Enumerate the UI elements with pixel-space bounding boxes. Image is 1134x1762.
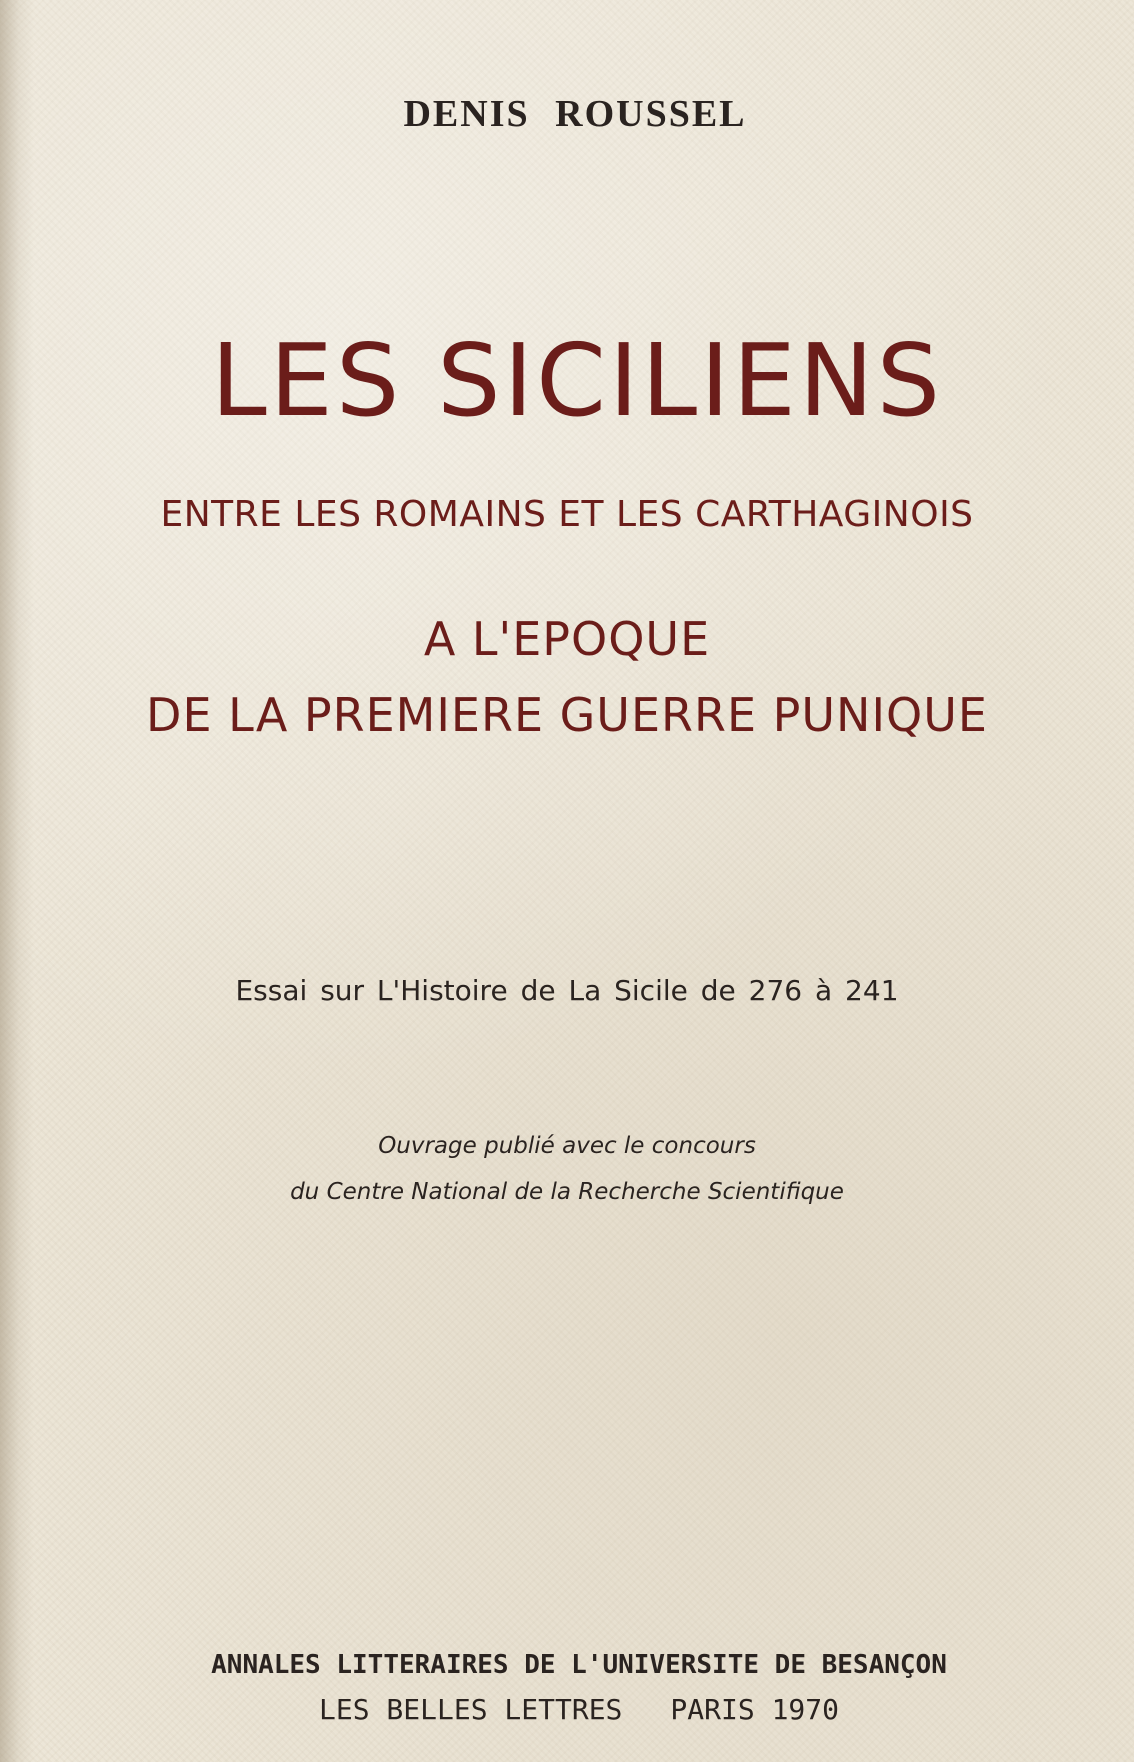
essay-note: Essai sur L'Histoire de La Sicile de 276 à 241 [235, 974, 899, 1007]
subtitle-line-1: ENTRE LES ROMAINS ET LES CARTHAGINOIS [160, 494, 974, 535]
publisher-place-year: PARIS 1970 [670, 1693, 839, 1726]
book-title: LES SICILIENS [210, 322, 944, 439]
publication-note-line-2: du Centre National de la Recherche Scientifique [290, 1179, 844, 1205]
publisher-series: ANNALES LITTERAIRES DE L'UNIVERSITE DE BESANÇON [211, 1650, 947, 1680]
subtitle-line-3: DE LA PREMIERE GUERRE PUNIQUE [146, 688, 988, 742]
publisher-imprint: LES BELLES LETTRES [318, 1693, 623, 1726]
spine-shadow [0, 0, 34, 1762]
author-name: DENIS ROUSSEL [403, 93, 747, 135]
publisher-imprint-line [0, 1693, 1134, 1726]
subtitle-line-2: A L'EPOQUE [423, 612, 711, 666]
publication-note-line-1: Ouvrage publié avec le concours [378, 1133, 756, 1159]
